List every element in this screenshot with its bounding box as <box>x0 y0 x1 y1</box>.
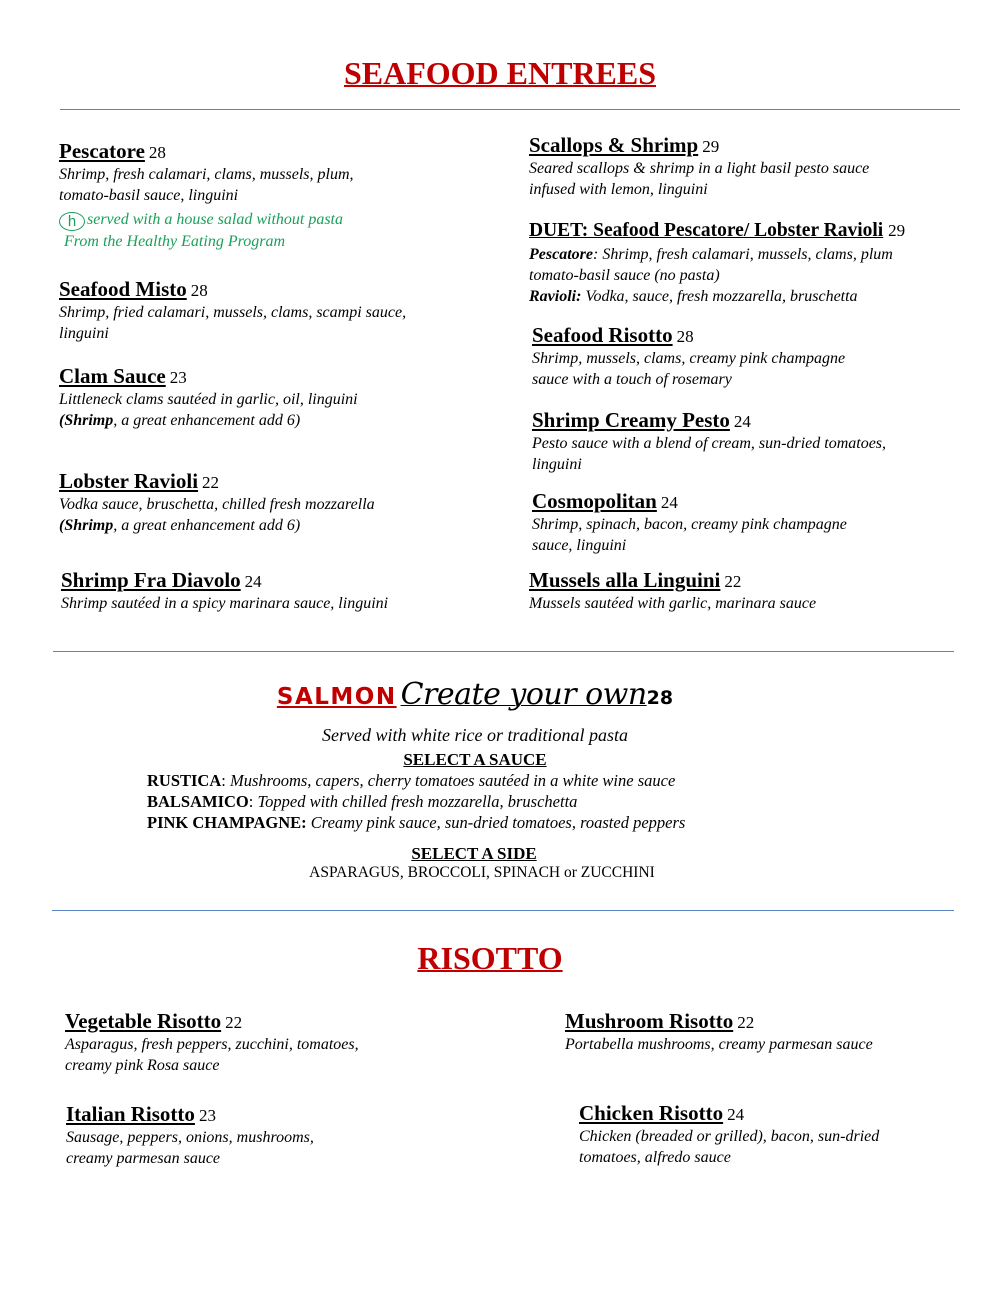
item-desc: Pesto sauce with a blend of cream, sun-dried tomatoes, <box>532 435 887 452</box>
item-price: 22 <box>225 1013 243 1032</box>
item-name: Shrimp Creamy Pesto <box>532 408 730 432</box>
item-enhancement: (Shrimp, a great enhancement add 6) <box>59 412 301 429</box>
item-price: 24 <box>244 572 262 591</box>
item-desc: creamy pink Rosa sauce <box>65 1057 220 1074</box>
item-name: Scallops & Shrimp <box>529 133 699 157</box>
sauce-heading: SELECT A SAUCE <box>403 750 547 769</box>
sauce-list <box>147 770 685 833</box>
item-name: Lobster Ravioli <box>59 469 199 493</box>
menu-item-chicken-risotto <box>579 1100 879 1168</box>
item-desc: Shrimp, spinach, bacon, creamy pink champagne <box>532 516 847 533</box>
item-name: Cosmopolitan <box>532 489 657 513</box>
item-desc: Shrimp, fried calamari, mussels, clams, scampi sauce, <box>59 304 407 321</box>
salmon-script: Create your own <box>400 677 647 712</box>
item-enhancement: (Shrimp, a great enhancement add 6) <box>59 517 301 534</box>
menu-item-mushroom-risotto <box>565 1008 873 1055</box>
item-desc: Littleneck clams sautéed in garlic, oil, linguini <box>59 391 358 408</box>
menu-item-duet <box>529 218 905 307</box>
item-price: 28 <box>148 143 166 162</box>
item-desc: sauce with a touch of rosemary <box>532 371 732 388</box>
item-desc: Mussels sautéed with garlic, marinara sauce <box>529 595 817 612</box>
item-desc: Asparagus, fresh peppers, zucchini, tomatoes, <box>65 1036 359 1053</box>
item-name: Clam Sauce <box>59 364 166 388</box>
duet-pescatore-cont: tomato-basil sauce (no pasta) <box>529 267 720 284</box>
menu-item-seafood-risotto <box>532 322 845 390</box>
menu-item-pescatore <box>59 138 354 252</box>
menu-item-italian-risotto <box>66 1101 314 1169</box>
menu-item-cosmopolitan <box>532 488 847 556</box>
side-list: ASPARAGUS, BROCCOLI, SPINACH or ZUCCHINI <box>309 864 655 881</box>
salmon-title: SALMON <box>276 684 397 710</box>
divider-bottom <box>52 910 954 911</box>
item-desc: linguini <box>59 325 109 342</box>
item-desc: Shrimp, fresh calamari, clams, mussels, plum, <box>59 166 354 183</box>
item-desc: tomatoes, alfredo sauce <box>579 1149 731 1166</box>
sauce-balsamico: BALSAMICO: Topped with chilled fresh mozzarella, bruschetta <box>147 792 578 811</box>
menu-item-lobster-ravioli <box>59 468 375 536</box>
item-name: Seafood Risotto <box>532 323 673 347</box>
item-name: Seafood Misto <box>59 277 187 301</box>
item-desc: tomato-basil sauce, linguini <box>59 187 239 204</box>
sauce-rustica: RUSTICA: Mushrooms, capers, cherry tomatoes sautéed in a white wine sauce <box>147 771 676 790</box>
item-desc: Portabella mushrooms, creamy parmesan sauce <box>565 1036 873 1053</box>
item-price: 28 <box>190 281 208 300</box>
item-desc: Chicken (breaded or grilled), bacon, sun-dried <box>579 1128 880 1145</box>
duet-pescatore: Pescatore: Shrimp, fresh calamari, mussels, clams, plum <box>529 246 893 263</box>
menu-item-vegetable-risotto <box>65 1008 359 1076</box>
item-price: 22 <box>724 572 742 591</box>
item-price: 23 <box>198 1106 216 1125</box>
menu-item-clam-sauce <box>59 363 358 431</box>
side-heading: SELECT A SIDE <box>411 844 537 863</box>
item-desc: Shrimp, mussels, clams, creamy pink champagne <box>532 350 846 367</box>
item-price: 23 <box>169 368 187 387</box>
item-desc: creamy parmesan sauce <box>66 1150 221 1167</box>
menu-item-mussels-alla-linguini <box>529 567 816 614</box>
item-price: 24 <box>727 1105 745 1124</box>
menu-item-seafood-misto <box>59 276 406 344</box>
item-price: 24 <box>660 493 678 512</box>
item-price: 22 <box>202 473 220 492</box>
item-name: Pescatore <box>59 139 145 163</box>
item-name: Italian Risotto <box>66 1102 195 1126</box>
item-price: 29 <box>702 137 720 156</box>
sauce-pink-champagne: PINK CHAMPAGNE: Creamy pink sauce, sun-dried tomatoes, roasted peppers <box>147 813 686 832</box>
item-name: Shrimp Fra Diavolo <box>61 568 241 592</box>
menu-item-shrimp-creamy-pesto <box>532 407 886 475</box>
item-desc: Seared scallops & shrimp in a light basil pesto sauce <box>529 160 870 177</box>
divider-top <box>60 109 960 110</box>
item-name: Chicken Risotto <box>579 1101 724 1125</box>
item-price: 22 <box>737 1013 755 1032</box>
item-price: 28 <box>676 327 694 346</box>
item-price: 29 <box>888 221 906 240</box>
healthy-note-line1: served with a house salad without pasta <box>87 211 343 228</box>
healthy-h-icon: h <box>59 212 85 231</box>
risotto-title: RISOTTO <box>417 940 563 976</box>
salmon-price: 28 <box>646 687 674 709</box>
menu-item-scallops-shrimp <box>529 132 869 200</box>
item-desc: Sausage, peppers, onions, mushrooms, <box>66 1129 314 1146</box>
item-name: Vegetable Risotto <box>65 1009 222 1033</box>
item-desc: infused with lemon, linguini <box>529 181 708 198</box>
healthy-note-line2: From the Healthy Eating Program <box>64 233 286 250</box>
divider-middle <box>53 651 954 652</box>
healthy-note <box>59 209 354 231</box>
duet-ravioli: Ravioli: Vodka, sauce, fresh mozzarella, bruschetta <box>529 288 858 305</box>
item-name: DUET: Seafood Pescatore/ Lobster Ravioli <box>529 220 884 241</box>
seafood-title: SEAFOOD ENTREES <box>343 55 657 91</box>
item-desc: Vodka sauce, bruschetta, chilled fresh mozzarella <box>59 496 375 513</box>
item-desc: linguini <box>532 456 582 473</box>
item-name: Mussels alla Linguini <box>529 568 721 592</box>
item-desc: Shrimp sautéed in a spicy marinara sauce, linguini <box>61 595 389 612</box>
salmon-heading <box>0 672 950 723</box>
item-desc: sauce, linguini <box>532 537 627 554</box>
menu-item-shrimp-fra-diavolo <box>61 567 388 614</box>
item-price: 24 <box>733 412 751 431</box>
salmon-served: Served with white rice or traditional pasta <box>322 725 628 745</box>
item-name: Mushroom Risotto <box>565 1009 734 1033</box>
